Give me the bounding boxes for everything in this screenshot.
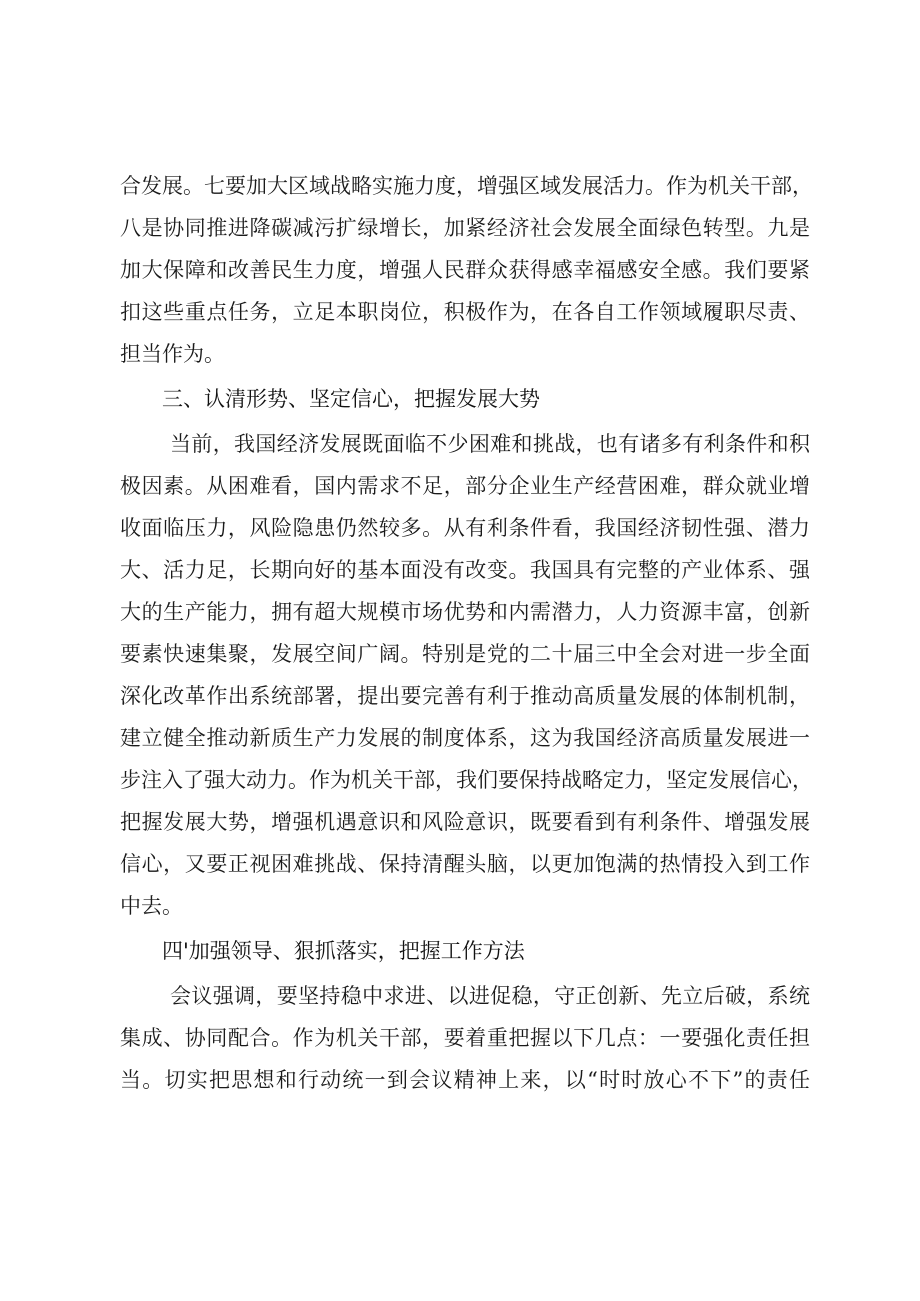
paragraph-line: 信心，又要正视困难挑战、保持清醒头脑，以更加饱满的热情投入到工作 [120,852,810,876]
paragraph-line: 要素快速集聚，发展空间广阔。特别是党的二十届三中全会对进一步全面 [120,642,810,666]
paragraph-line: 扣这些重点任务，立足本职岗位，积极作为，在各自工作领域履职尽责、 [120,300,810,324]
document-page [120,165,813,1101]
paragraph-line: 当。切实把思想和行动统一到会议精神上来，以“时时放心不下”的责任 [120,1068,810,1092]
paragraph-line: 极因素。从困难看，国内需求不足，部分企业生产经营困难，群众就业增 [120,474,810,498]
paragraph-line: 建立健全推动新质生产力发展的制度体系，这为我国经济高质量发展进一 [120,726,810,750]
paragraph-line: 担当作为。 [120,342,225,366]
paragraph-line: 集成、协同配合。作为机关干部，要着重把握以下几点：一要强化责任担 [120,1026,810,1050]
paragraph-line: 加大保障和改善民生力度，增强人民群众获得感幸福感安全感。我们要紧 [120,258,810,282]
paragraph-line: 大的生产能力，拥有超大规模市场优势和内需潜力，人力资源丰富，创新 [120,600,810,624]
section-4-paragraph [120,975,810,1101]
section-heading-4: 四'加强领导、狠抓落实，把握工作方法 [162,939,525,963]
paragraph-line: 把握发展大势，增强机遇意识和风险意识，既要看到有利条件、增强发展 [120,810,810,834]
paragraph-line: 八是协同推进降碳减污扩绿增长，加紧经济社会发展全面绿色转型。九是 [120,216,810,240]
paragraph-line: 会议强调，要坚持稳中求进、以进促稳，守正创新、先立后破，系统 [170,984,810,1008]
section-heading-3: 三、认清形势、坚定信心，把握发展大势 [162,387,540,411]
paragraph-line: 合发展。七要加大区域战略实施力度，增强区域发展活力。作为机关干部， [120,174,813,198]
section-3-paragraph [120,423,813,927]
section-2-tail-paragraph [120,165,813,375]
paragraph-line: 大、活力足，长期向好的基本面没有改变。我国具有完整的产业体系、强 [120,558,810,582]
paragraph-line: 步注入了强大动力。作为机关干部，我们要保持战略定力，坚定发展信心， [120,768,813,792]
paragraph-line: 收面临压力，风险隐患仍然较多。从有利条件看，我国经济韧性强、潜力 [120,516,810,540]
paragraph-line: 深化改革作出系统部署，提出要完善有利于推动高质量发展的体制机制， [120,684,810,708]
paragraph-line: 当前，我国经济发展既面临不少困难和挑战，也有诸多有利条件和积 [170,432,810,456]
paragraph-line: 中去。 [120,894,183,918]
